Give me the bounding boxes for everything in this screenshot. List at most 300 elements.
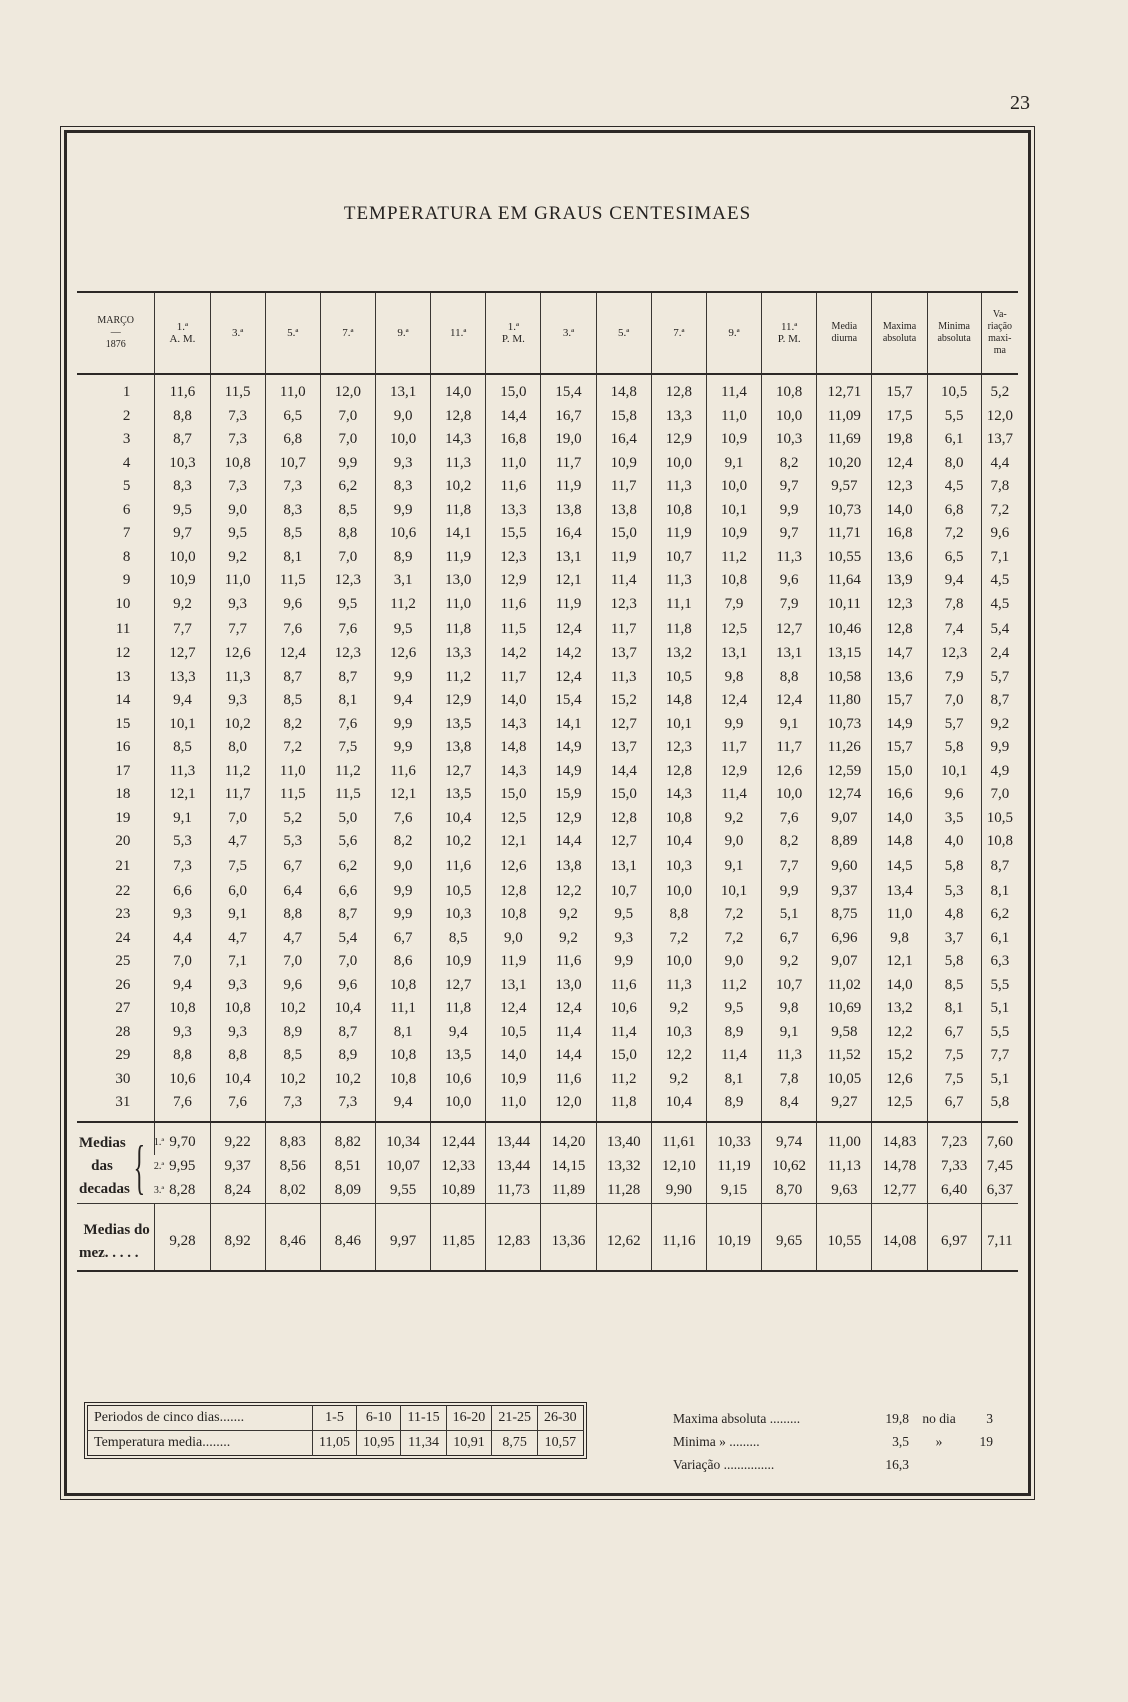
cell-value: 9,3 [210,689,265,713]
decade-value: 14,15 [541,1155,596,1179]
cell-value: 15,4 [541,689,596,713]
cell-value: 10,3 [431,903,486,927]
cell-value: 12,3 [596,593,651,617]
cell-value: 9,5 [706,997,761,1021]
cell-value: 9,37 [817,880,872,904]
decade-value: 12,77 [872,1179,927,1204]
cell-value: 9,9 [320,452,375,476]
cell-value: 10,8 [155,997,210,1021]
cell-value: 10,5 [431,880,486,904]
cell-value: 14,3 [651,783,706,807]
day-number: 19 [115,809,131,826]
cell-value: 9,2 [155,593,210,617]
cell-value: 7,2 [927,522,981,546]
cell-value: 11,1 [376,997,431,1021]
cell-value: 11,9 [651,522,706,546]
cell-value: 12,7 [762,616,817,642]
cell-value: 11,2 [706,546,761,570]
decade-value: 10,34 [376,1122,431,1155]
period-temp-3: 11,34 [401,1431,446,1456]
cell-value: 11,2 [596,1068,651,1092]
cell-value: 11,4 [541,1021,596,1045]
cell-value: 5,7 [981,666,1018,690]
cell-value: 7,4 [927,616,981,642]
cell-value: 9,2 [210,546,265,570]
decade-value: 8,51 [320,1155,375,1179]
cell-value: 8,9 [265,1021,320,1045]
cell-value: 14,1 [431,522,486,546]
cell-value: 10,2 [431,475,486,499]
cell-value: 12,6 [376,642,431,666]
cell-value: 14,3 [486,760,541,784]
cell-value: 10,1 [927,760,981,784]
cell-value: 7,5 [210,854,265,880]
cell-value: 12,8 [431,405,486,429]
cell-value: 11,0 [486,1091,541,1122]
cell-value: 12,5 [486,807,541,831]
decade-value: 11,73 [486,1179,541,1204]
cell-value: 4,8 [927,903,981,927]
cell-value: 7,0 [320,950,375,974]
cell-value: 10,3 [155,452,210,476]
cell-value: 9,9 [706,713,761,737]
cell-value: 8,3 [376,475,431,499]
cell-value: 7,0 [210,807,265,831]
cell-value: 10,6 [431,1068,486,1092]
day-number: 10 [115,595,131,612]
decade-value: 12,33 [431,1155,486,1179]
cell-value: 9,9 [376,666,431,690]
cell-value: 5,5 [981,1021,1018,1045]
cell-value: 11,0 [706,405,761,429]
cell-value: 14,5 [872,854,927,880]
cell-value: 14,2 [486,642,541,666]
cell-value: 8,2 [376,830,431,854]
table-row [77,903,1018,927]
cell-value: 10,8 [762,374,817,405]
cell-value: 9,60 [817,854,872,880]
month-mean-value: 8,92 [210,1203,265,1271]
cell-value: 13,7 [596,736,651,760]
cell-value: 13,3 [486,499,541,523]
header-variacao-maxima: Va- riação maxi- ma [981,292,1018,374]
table-row [77,593,1018,617]
cell-value: 11,3 [651,475,706,499]
cell-value: 12,7 [431,760,486,784]
cell-value: 8,8 [651,903,706,927]
cell-value: 8,8 [155,1044,210,1068]
cell-value: 10,69 [817,997,872,1021]
day-number: 15 [115,715,131,732]
cell-value: 9,0 [486,927,541,951]
header-col-5: 9.ª [376,292,431,374]
day-number: 8 [122,548,131,565]
cell-value: 11,8 [431,616,486,642]
cell-value: 10,8 [651,499,706,523]
cell-value: 12,4 [486,997,541,1021]
cell-value: 9,9 [376,713,431,737]
cell-value: 12,9 [706,760,761,784]
cell-value: 6,7 [927,1091,981,1122]
decade-value: 7,33 [927,1155,981,1179]
cell-value: 7,9 [706,593,761,617]
cell-value: 14,0 [872,974,927,998]
cell-value: 10,58 [817,666,872,690]
cell-value: 17,5 [872,405,927,429]
cell-value: 11,0 [431,593,486,617]
cell-value: 12,1 [541,569,596,593]
cell-value: 8,7 [155,428,210,452]
cell-value: 7,3 [265,475,320,499]
header-col-1: 1.ª A. M. [155,292,210,374]
cell-value: 9,6 [320,974,375,998]
cell-value: 7,3 [210,428,265,452]
cell-value: 8,2 [762,830,817,854]
decade-value: 10,33 [706,1122,761,1155]
cell-value: 5,8 [927,854,981,880]
variacao-row [673,1453,993,1476]
cell-value: 11,6 [431,854,486,880]
cell-value: 9,6 [265,593,320,617]
table-row [77,830,1018,854]
cell-value: 10,7 [651,546,706,570]
cell-value: 5,8 [927,950,981,974]
decade-value: 9,15 [706,1179,761,1204]
cell-value: 11,5 [265,783,320,807]
cell-value: 9,0 [210,499,265,523]
cell-value: 9,2 [651,997,706,1021]
cell-value: 10,8 [486,903,541,927]
cell-value: 13,6 [872,666,927,690]
cell-value: 7,0 [927,689,981,713]
cell-value: 12,3 [872,593,927,617]
cell-value: 8,0 [927,452,981,476]
cell-value: 5,3 [927,880,981,904]
month-means [77,1203,1018,1271]
cell-value: 8,8 [155,405,210,429]
cell-value: 13,3 [155,666,210,690]
header-media-diurna: Media diurna [817,292,872,374]
cell-value: 3,7 [927,927,981,951]
maxima-row [673,1407,993,1430]
cell-value: 12,7 [155,642,210,666]
month-mean-value: 9,97 [376,1203,431,1271]
cell-value: 9,7 [762,522,817,546]
cell-value: 12,7 [596,830,651,854]
decade-value: 13,44 [486,1155,541,1179]
cell-value: 7,3 [320,1091,375,1122]
decade-value: 10,07 [376,1155,431,1179]
cell-value: 11,71 [817,522,872,546]
cell-value: 12,9 [486,569,541,593]
cell-value: 13,7 [596,642,651,666]
cell-value: 10,1 [706,880,761,904]
cell-value: 14,9 [872,713,927,737]
month-mean-row [77,1203,1018,1271]
cell-value: 7,3 [210,475,265,499]
cell-value: 6,3 [981,950,1018,974]
cell-value: 14,4 [541,830,596,854]
cell-value: 9,3 [210,1021,265,1045]
table-row [77,713,1018,737]
cell-value: 10,4 [431,807,486,831]
decade-value: 13,32 [596,1155,651,1179]
cell-value: 12,4 [541,666,596,690]
cell-value: 9,2 [541,927,596,951]
cell-value: 10,2 [320,1068,375,1092]
table-row [77,522,1018,546]
cell-value: 11,5 [210,374,265,405]
cell-value: 15,0 [596,783,651,807]
cell-value: 11,26 [817,736,872,760]
decade-value: 13,44 [486,1122,541,1155]
cell-value: 14,3 [486,713,541,737]
cell-value: 2,4 [981,642,1018,666]
decade-value: 7,45 [981,1155,1018,1179]
day-number: 11 [115,620,131,637]
cell-value: 12,6 [762,760,817,784]
cell-value: 9,4 [155,974,210,998]
cell-value: 11,7 [210,783,265,807]
cell-value: 10,5 [486,1021,541,1045]
maxima-value: 19,8 [885,1411,909,1426]
cell-value: 16,7 [541,405,596,429]
daily-rows [77,374,1018,1122]
minima-value: 3,5 [892,1434,909,1449]
cell-value: 7,6 [320,713,375,737]
cell-value: 9,6 [762,569,817,593]
cell-value: 12,71 [817,374,872,405]
cell-value: 3,5 [927,807,981,831]
table-row [77,499,1018,523]
cell-value: 10,0 [155,546,210,570]
day-number: 13 [115,668,131,685]
cell-value: 7,0 [320,546,375,570]
decade-value: 8,70 [762,1179,817,1204]
cell-value: 7,2 [981,499,1018,523]
decade-value: 11,13 [817,1155,872,1179]
period-6: 26-30 [537,1406,583,1431]
cell-value: 10,9 [706,522,761,546]
decade-value: 9,74 [762,1122,817,1155]
cell-value: 11,3 [762,546,817,570]
cell-value: 10,46 [817,616,872,642]
cell-value: 11,2 [706,974,761,998]
cell-value: 7,6 [155,1091,210,1122]
day-number: 1 [122,384,131,401]
cell-value: 10,73 [817,713,872,737]
cell-value: 9,1 [210,903,265,927]
cell-value: 9,3 [155,903,210,927]
cell-value: 6,7 [762,927,817,951]
cell-value: 4,0 [927,830,981,854]
variacao-label: Variação ............... [673,1457,775,1472]
header-maxima-absoluta: Maxima absoluta [872,292,927,374]
cell-value: 11,0 [265,374,320,405]
cell-value: 10,2 [431,830,486,854]
cell-value: 8,9 [320,1044,375,1068]
cell-value: 4,4 [981,452,1018,476]
decade-value: 6,37 [981,1179,1018,1204]
cell-value: 10,05 [817,1068,872,1092]
cell-value: 10,0 [651,880,706,904]
cell-value: 10,0 [651,950,706,974]
cell-value: 11,4 [706,783,761,807]
cell-value: 14,0 [431,374,486,405]
cell-value: 8,6 [376,950,431,974]
cell-value: 9,1 [706,854,761,880]
cell-value: 10,6 [376,522,431,546]
cell-value: 14,9 [541,760,596,784]
cell-value: 8,5 [320,499,375,523]
cell-value: 11,9 [541,593,596,617]
cell-value: 10,2 [265,997,320,1021]
cell-value: 6,1 [981,927,1018,951]
cell-value: 15,0 [486,374,541,405]
cell-value: 9,3 [210,593,265,617]
cell-value: 7,3 [155,854,210,880]
cell-value: 11,09 [817,405,872,429]
cell-value: 12,9 [541,807,596,831]
cell-value: 16,4 [596,428,651,452]
day-number: 31 [115,1094,131,1111]
cell-value: 10,9 [155,569,210,593]
cell-value: 10,4 [651,830,706,854]
cell-value: 10,1 [651,713,706,737]
cell-value: 11,7 [706,736,761,760]
cell-value: 19,0 [541,428,596,452]
cell-value: 11,8 [431,997,486,1021]
decade-value: 9,70 [155,1122,210,1155]
day-number: 30 [115,1070,131,1087]
period-temp-2: 10,95 [356,1431,401,1456]
cell-value: 8,4 [762,1091,817,1122]
cell-value: 13,2 [872,997,927,1021]
header-col-7: 1.ª P. M. [486,292,541,374]
cell-value: 7,6 [210,1091,265,1122]
cell-value: 11,4 [706,1044,761,1068]
cell-value: 9,6 [981,522,1018,546]
cell-value: 9,4 [155,689,210,713]
month-mean-value: 12,62 [596,1203,651,1271]
cell-value: 11,9 [541,475,596,499]
cell-value: 9,9 [376,736,431,760]
decade-value: 10,62 [762,1155,817,1179]
cell-value: 10,8 [210,452,265,476]
decade-value: 12,10 [651,1155,706,1179]
cell-value: 9,8 [706,666,761,690]
cell-value: 9,0 [706,950,761,974]
cell-value: 14,4 [486,405,541,429]
cell-value: 9,7 [762,475,817,499]
cell-value: 12,0 [981,405,1018,429]
cell-value: 8,8 [762,666,817,690]
cell-value: 14,1 [541,713,596,737]
cell-value: 6,8 [265,428,320,452]
table-row [77,546,1018,570]
maxima-label: Maxima absoluta ......... [673,1411,801,1426]
cell-value: 9,0 [376,405,431,429]
cell-value: 8,3 [155,475,210,499]
cell-value: 11,6 [541,950,596,974]
cell-value: 11,0 [265,760,320,784]
cell-value: 7,0 [155,950,210,974]
decade-row-1 [77,1122,1018,1155]
cell-value: 13,1 [706,642,761,666]
day-number: 23 [115,906,131,923]
cell-value: 12,8 [486,880,541,904]
cell-value: 12,74 [817,783,872,807]
cell-value: 11,8 [431,499,486,523]
decade-value: 11,00 [817,1122,872,1155]
cell-value: 10,73 [817,499,872,523]
day-number: 2 [122,407,131,424]
cell-value: 14,0 [486,1044,541,1068]
cell-value: 8,1 [927,997,981,1021]
cell-value: 14,8 [486,736,541,760]
cell-value: 15,7 [872,736,927,760]
cell-value: 9,8 [872,927,927,951]
cell-value: 10,0 [762,405,817,429]
cell-value: 12,4 [872,452,927,476]
cell-value: 9,9 [376,903,431,927]
cell-value: 5,7 [927,713,981,737]
cell-value: 11,3 [155,760,210,784]
cell-value: 12,59 [817,760,872,784]
cell-value: 6,5 [927,546,981,570]
cell-value: 14,0 [872,807,927,831]
cell-value: 12,3 [320,642,375,666]
cell-value: 8,2 [265,713,320,737]
cell-value: 9,9 [376,499,431,523]
cell-value: 9,0 [376,854,431,880]
cell-value: 14,2 [541,642,596,666]
table-row [77,736,1018,760]
cell-value: 8,5 [265,522,320,546]
day-number: 26 [115,976,131,993]
table-row [77,807,1018,831]
decade-value: 11,89 [541,1179,596,1204]
cell-value: 4,5 [981,593,1018,617]
cell-value: 12,9 [431,689,486,713]
cell-value: 12,0 [320,374,375,405]
cell-value: 6,6 [155,880,210,904]
cell-value: 12,9 [651,428,706,452]
cell-value: 11,02 [817,974,872,998]
cell-value: 11,3 [762,1044,817,1068]
header-col-9: 5.ª [596,292,651,374]
month-mean-value: 7,11 [981,1203,1018,1271]
maxima-day: 3 [986,1411,993,1426]
decade-value: 8,83 [265,1122,320,1155]
cell-value: 4,5 [981,569,1018,593]
cell-value: 7,7 [155,616,210,642]
day-number: 9 [122,572,131,589]
header-col-2: 3.ª [210,292,265,374]
cell-value: 11,9 [431,546,486,570]
cell-value: 11,8 [651,616,706,642]
cell-value: 9,2 [651,1068,706,1092]
cell-value: 10,8 [376,1044,431,1068]
day-number: 20 [115,833,131,850]
cell-value: 10,0 [431,1091,486,1122]
cell-value: 8,5 [265,1044,320,1068]
header-col-10: 7.ª [651,292,706,374]
cell-value: 10,2 [210,713,265,737]
cell-value: 7,8 [762,1068,817,1092]
cell-value: 11,5 [486,616,541,642]
header-col-12: 11.ª P. M. [762,292,817,374]
